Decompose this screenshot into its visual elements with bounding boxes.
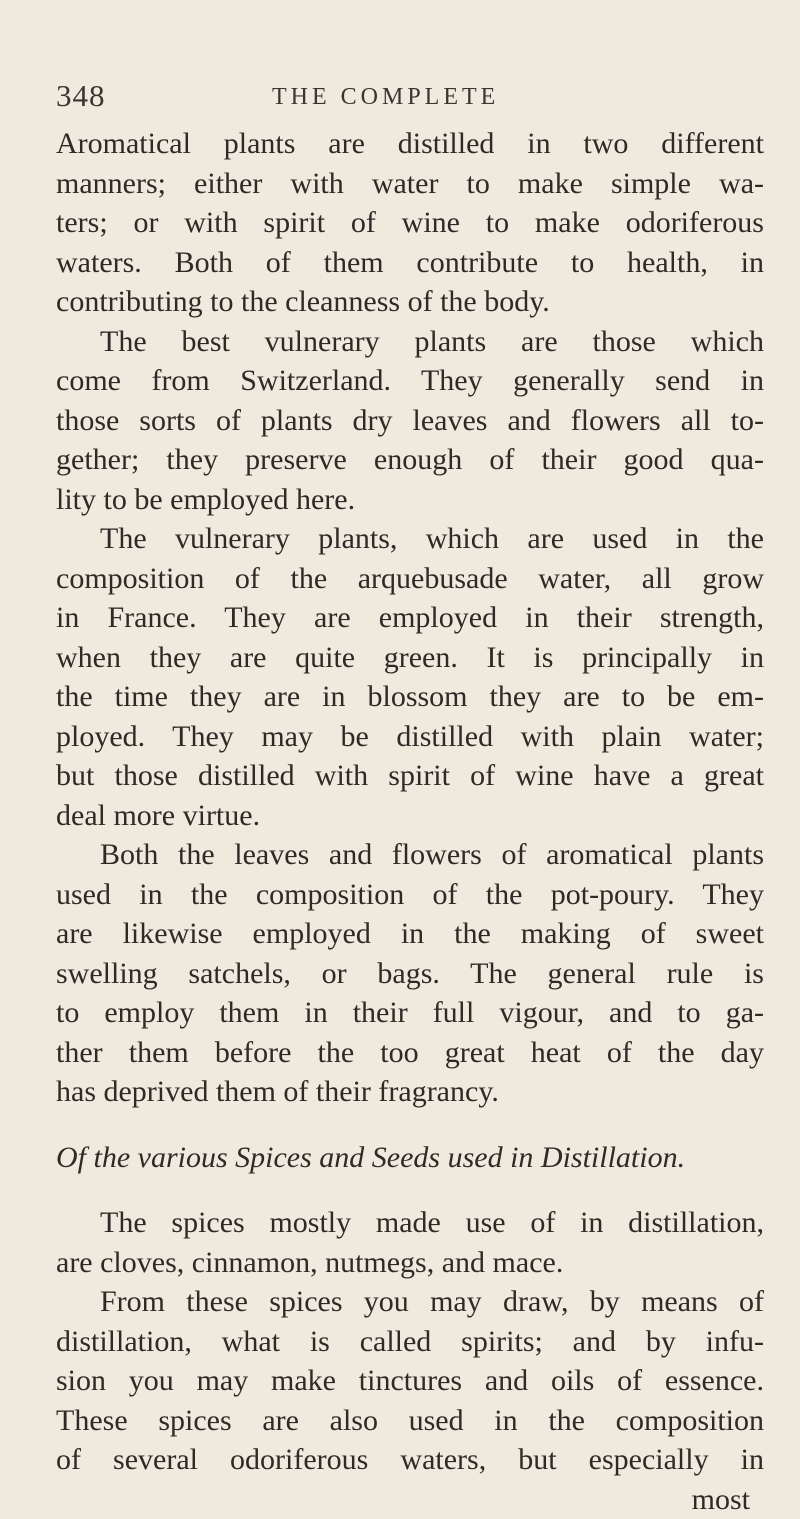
- text-line: used in the composition of the pot-poury. They: [56, 875, 764, 915]
- body-text: [56, 124, 764, 1519]
- text-line: ters; or with spirit of wine to make odoriferous: [56, 203, 764, 243]
- text-line: in France. They are employed in their strength,: [56, 598, 764, 638]
- text-line: From these spices you may draw, by means of: [56, 1282, 764, 1322]
- text-line: Aromatical plants are distilled in two different: [56, 124, 764, 164]
- running-head: THE COMPLETE: [272, 84, 499, 111]
- section-heading: Of the various Spices and Seeds used in Distillation.: [56, 1138, 764, 1178]
- page-number: 348: [56, 78, 106, 114]
- text-line: swelling satchels, or bags. The general rule is: [56, 954, 764, 994]
- text-line: when they are quite green. It is principally in: [56, 638, 764, 678]
- text-line: sion you may make tinctures and oils of essence.: [56, 1361, 764, 1401]
- text-line: These spices are also used in the composition: [56, 1401, 764, 1441]
- text-line: are cloves, cinnamon, nutmegs, and mace.: [56, 1243, 764, 1283]
- text-line: gether; they preserve enough of their good qua-: [56, 440, 764, 480]
- text-line: The vulnerary plants, which are used in the: [56, 519, 764, 559]
- text-line: The best vulnerary plants are those which: [56, 322, 764, 362]
- text-line: has deprived them of their fragrancy.: [56, 1072, 764, 1112]
- text-line: composition of the arquebusade water, all grow: [56, 559, 764, 599]
- page-header: [0, 78, 800, 118]
- text-line: come from Switzerland. They generally send in: [56, 361, 764, 401]
- text-line: are likewise employed in the making of sweet: [56, 914, 764, 954]
- text-line: distillation, what is called spirits; and by infu-: [56, 1322, 764, 1362]
- text-line: manners; either with water to make simple wa-: [56, 164, 764, 204]
- text-line: of several odoriferous waters, but especially in: [56, 1440, 764, 1480]
- text-line: deal more virtue.: [56, 796, 764, 836]
- text-line: Both the leaves and flowers of aromatical plants: [56, 835, 764, 875]
- text-line: The spices mostly made use of in distillation,: [56, 1203, 764, 1243]
- text-line: ployed. They may be distilled with plain water;: [56, 717, 764, 757]
- text-line: contributing to the cleanness of the body.: [56, 282, 764, 322]
- text-line: but those distilled with spirit of wine have a great: [56, 756, 764, 796]
- text-line: those sorts of plants dry leaves and flowers all to-: [56, 401, 764, 441]
- text-line: lity to be employed here.: [56, 480, 764, 520]
- text-line: ther them before the too great heat of the day: [56, 1033, 764, 1073]
- catchword: most: [56, 1480, 764, 1519]
- text-line: the time they are in blossom they are to be em-: [56, 677, 764, 717]
- text-line: waters. Both of them contribute to health, in: [56, 243, 764, 283]
- text-line: to employ them in their full vigour, and to ga-: [56, 993, 764, 1033]
